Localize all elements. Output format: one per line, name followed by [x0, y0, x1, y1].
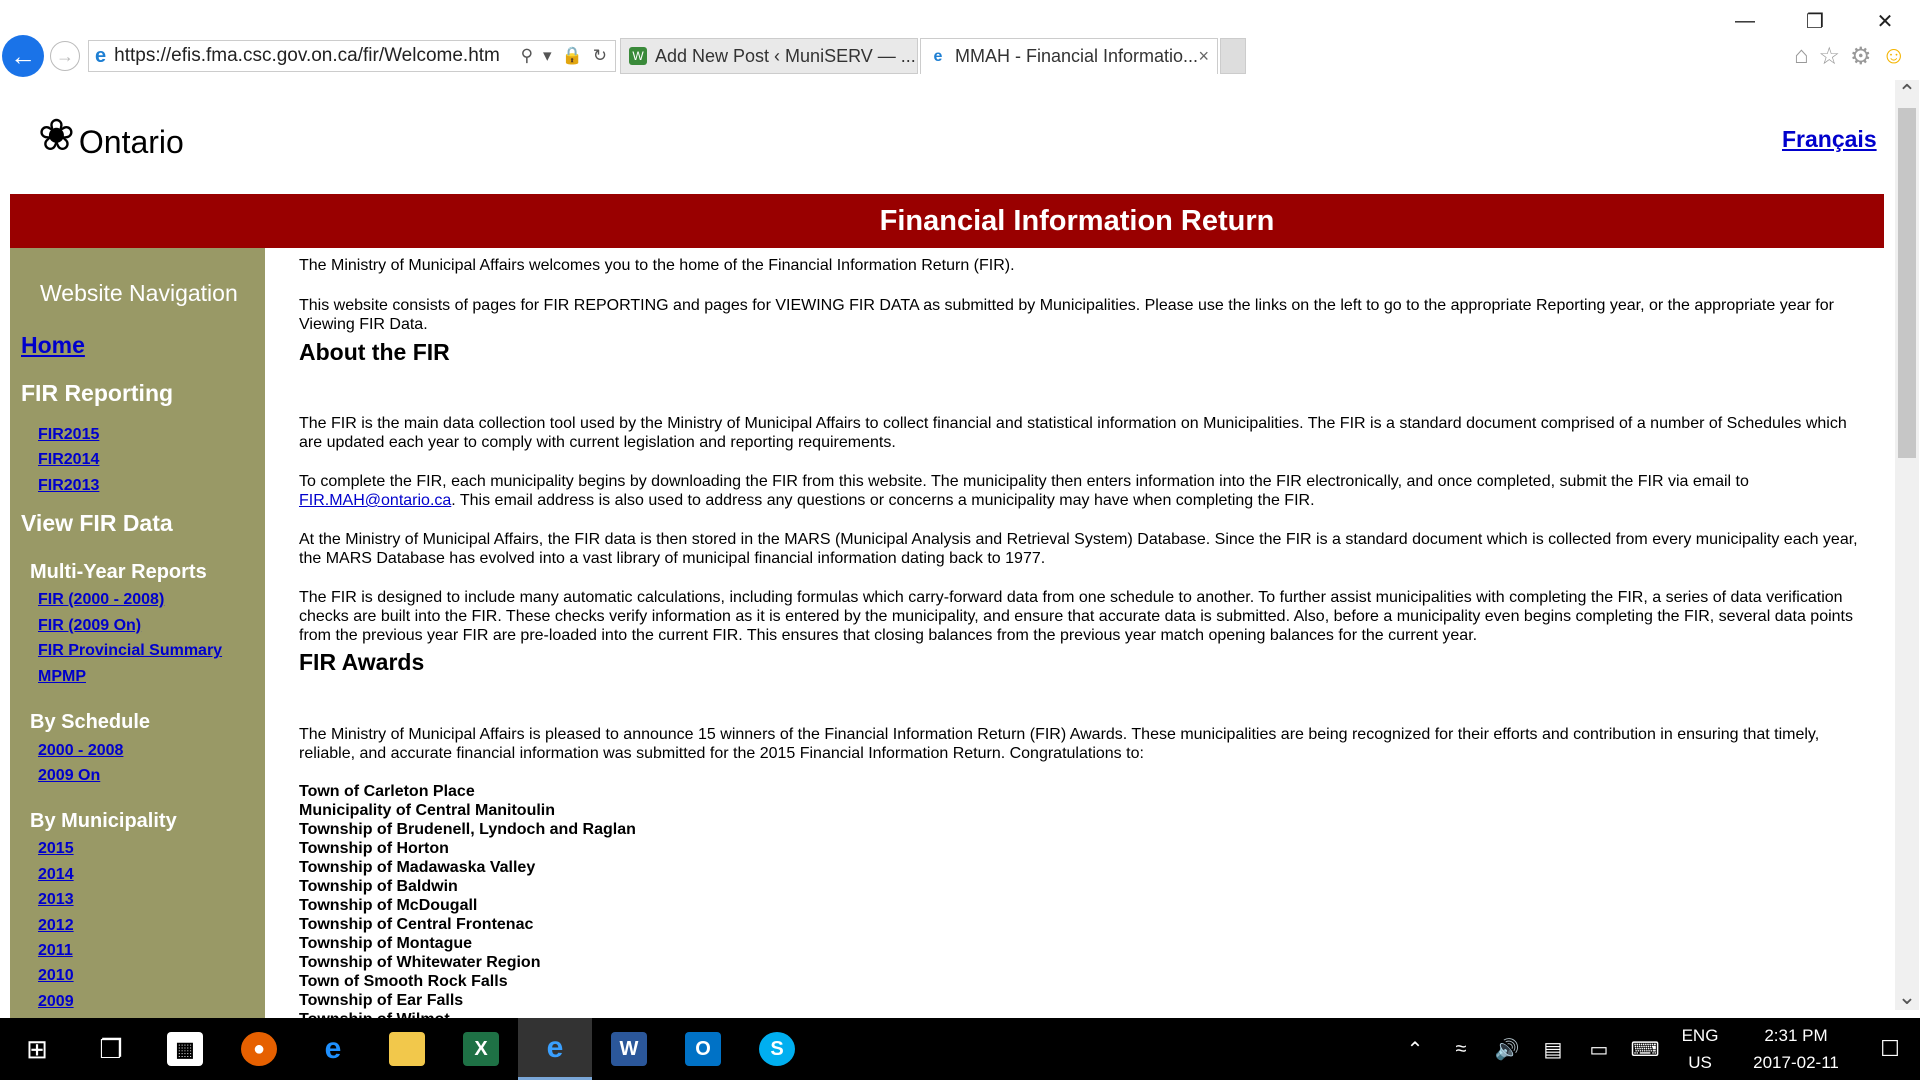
- search-icon[interactable]: ⚲: [520, 46, 534, 65]
- arrow-right-icon: →: [56, 45, 74, 66]
- taskbar-store[interactable]: [148, 1018, 222, 1080]
- about-heading: About the FIR: [299, 339, 450, 365]
- region-code: US: [1688, 1053, 1712, 1072]
- taskbar-word[interactable]: [592, 1018, 666, 1080]
- settings-gear-icon[interactable]: ⚙: [1849, 43, 1872, 70]
- about-paragraph-2: [299, 472, 1869, 510]
- scroll-down-icon[interactable]: ⌄: [1897, 984, 1917, 1009]
- about-paragraph-1: The FIR is the main data collection tool used by the Ministry of Municipal Affairs to collect financial and statistical information on Municipalities. The FIR is a standard document comprised of a number of Schedules which are updated each year to comply with current legislation and reporting requirements.: [299, 415, 1847, 451]
- favorites-star-icon[interactable]: ☆: [1818, 43, 1840, 70]
- page-banner: [10, 194, 1884, 248]
- wifi-icon[interactable]: ≈: [1455, 1037, 1467, 1060]
- list-item: Township of Brudenell, Lyndoch and Raglan: [299, 821, 636, 838]
- tab-add-new-post[interactable]: [620, 38, 918, 74]
- restore-button[interactable]: ❐: [1806, 10, 1824, 33]
- taskbar-excel[interactable]: [444, 1018, 518, 1080]
- sidebar-home-link[interactable]: Home: [21, 332, 85, 358]
- close-tab-icon[interactable]: ×: [1198, 46, 1209, 66]
- address-bar[interactable]: [88, 40, 616, 72]
- dropdown-icon[interactable]: ▾: [543, 46, 552, 65]
- vertical-scrollbar[interactable]: [1895, 80, 1919, 1010]
- tablet-mode-icon[interactable]: ▤: [1543, 1038, 1563, 1061]
- scrollbar-thumb[interactable]: [1898, 108, 1916, 458]
- taskbar-firefox[interactable]: [222, 1018, 296, 1080]
- winners-list: [299, 782, 636, 1029]
- list-item: Township of Ear Falls: [299, 992, 464, 1009]
- taskbar-file-explorer[interactable]: [370, 1018, 444, 1080]
- link-fir2014[interactable]: FIR2014: [38, 451, 100, 468]
- email-link[interactable]: FIR.MAH@ontario.ca: [299, 492, 452, 509]
- link-municipality-2013[interactable]: 2013: [38, 891, 74, 908]
- intro-paragraph: The Ministry of Municipal Affairs welcomes you to the home of the Financial Information Return (FIR).: [299, 257, 1015, 274]
- notification-center-icon[interactable]: ☐: [1880, 1036, 1900, 1061]
- view-fir-data-heading: View FIR Data: [21, 510, 173, 536]
- url-text[interactable]: https://efis.fma.csc.gov.on.ca/fir/Welcome.htm: [114, 45, 500, 66]
- logo-text: Ontario: [78, 124, 184, 160]
- firefox-icon: ●: [241, 1032, 277, 1066]
- wordpress-icon: W: [629, 47, 647, 65]
- folder-icon: [389, 1032, 425, 1066]
- link-municipality-2015[interactable]: 2015: [38, 840, 74, 857]
- scroll-up-icon[interactable]: ⌃: [1897, 80, 1917, 105]
- forward-button[interactable]: [50, 41, 80, 71]
- language-code: ENG: [1681, 1026, 1719, 1045]
- task-view-icon: ❐: [99, 1033, 123, 1064]
- close-window-button[interactable]: ✕: [1876, 10, 1894, 33]
- link-mpmp[interactable]: MPMP: [38, 668, 86, 685]
- tab-label: MMAH - Financial Informatio...: [955, 46, 1199, 66]
- task-view-button[interactable]: [74, 1018, 148, 1080]
- by-schedule-heading: By Schedule: [30, 711, 151, 733]
- multi-year-heading: Multi-Year Reports: [30, 561, 207, 583]
- store-icon: ▦: [167, 1032, 203, 1066]
- sidebar-navigation: [10, 248, 265, 1028]
- about2-text-after: . This email address is also used to address any questions or concerns a municipality may have when completing the FIR.: [451, 492, 1315, 509]
- tab-mmah-fir[interactable]: [920, 38, 1218, 74]
- link-municipality-2014[interactable]: 2014: [38, 866, 74, 883]
- list-item: Township of Montague: [299, 935, 473, 952]
- taskbar-skype[interactable]: [740, 1018, 814, 1080]
- list-item: Township of McDougall: [299, 897, 478, 914]
- browser-tools: [1794, 42, 1906, 71]
- feedback-smiley-icon[interactable]: ☺: [1881, 42, 1906, 69]
- francais-link[interactable]: Français: [1782, 126, 1877, 152]
- link-fir2015[interactable]: FIR2015: [38, 426, 100, 443]
- excel-icon: X: [463, 1032, 499, 1066]
- link-fir-2009-on[interactable]: FIR (2009 On): [38, 617, 142, 634]
- link-municipality-2012[interactable]: 2012: [38, 917, 74, 934]
- edge-icon: e: [324, 1032, 342, 1065]
- ontario-logo[interactable]: [38, 111, 184, 160]
- link-municipality-2010[interactable]: 2010: [38, 967, 74, 984]
- system-tray: [1392, 1018, 1920, 1080]
- battery-icon[interactable]: ▭: [1589, 1038, 1609, 1061]
- list-item: Town of Smooth Rock Falls: [299, 973, 508, 990]
- list-item: Municipality of Central Manitoulin: [299, 802, 555, 819]
- refresh-icon[interactable]: ↻: [592, 46, 607, 65]
- sidebar-title: Website Navigation: [40, 280, 238, 306]
- windows-logo-icon: ⊞: [26, 1033, 48, 1064]
- list-item: Township of Horton: [299, 840, 449, 857]
- window-controls: [1710, 0, 1920, 42]
- arrow-left-icon: ←: [10, 40, 36, 71]
- browser-chrome: [0, 0, 1920, 78]
- home-icon[interactable]: ⌂: [1793, 42, 1809, 69]
- web-page: [0, 80, 1895, 1018]
- link-fir-provincial-summary[interactable]: FIR Provincial Summary: [38, 642, 223, 659]
- list-item: Township of Central Frontenac: [299, 916, 534, 933]
- taskbar-edge[interactable]: [296, 1018, 370, 1080]
- language-indicator[interactable]: [1668, 1022, 1732, 1076]
- taskbar-internet-explorer[interactable]: [518, 1018, 592, 1080]
- show-hidden-icons-icon[interactable]: ⌃: [1406, 1038, 1424, 1061]
- link-fir2013[interactable]: FIR2013: [38, 477, 100, 494]
- skype-icon: S: [759, 1032, 795, 1066]
- trillium-icon: ❀: [38, 111, 75, 160]
- volume-icon[interactable]: 🔊: [1494, 1038, 1520, 1061]
- taskbar-outlook[interactable]: [666, 1018, 740, 1080]
- ie-icon: e: [929, 48, 947, 66]
- about-paragraph-3: At the Ministry of Municipal Affairs, the FIR data is then stored in the MARS (Municipal Analysis and Retrieval System) Database. Since the FIR is a standard document which is collected from every municipality each year, the MARS Database has evolved into a vast library of municipal financial information dating back to 1977.: [299, 531, 1858, 567]
- outlook-icon: O: [685, 1032, 721, 1066]
- link-municipality-2009[interactable]: 2009: [38, 993, 74, 1010]
- by-municipality-heading: By Municipality: [30, 810, 177, 832]
- awards-heading: FIR Awards: [299, 649, 425, 675]
- fir-reporting-heading: FIR Reporting: [21, 380, 174, 406]
- link-municipality-2011[interactable]: 2011: [38, 942, 73, 959]
- list-item: Township of Baldwin: [299, 878, 458, 895]
- internet-explorer-icon: e: [546, 1030, 564, 1064]
- tab-label: Add New Post ‹ MuniSERV — ...: [655, 45, 916, 66]
- clock-time: 2:31 PM: [1764, 1026, 1828, 1045]
- list-item: Town of Carleton Place: [299, 783, 475, 800]
- ie-page-icon: e: [95, 44, 107, 67]
- clock-date: 2017-02-11: [1753, 1053, 1839, 1072]
- lock-icon[interactable]: 🔒: [561, 46, 583, 65]
- list-item: Township of Madawaska Valley: [299, 859, 536, 876]
- awards-paragraph: The Ministry of Municipal Affairs is pleased to announce 15 winners of the Financial Information Return (FIR) Awards. These municipalities are being recognized for their efforts and contribution in ensuring that timely, reliable, and accurate financial information was submitted for the 2015 Financial Information Return. Congratulations to:: [299, 726, 1820, 762]
- list-item: Township of Whitewater Region: [299, 954, 541, 971]
- about-paragraph-4: The FIR is designed to include many automatic calculations, including formulas which carry-forward data from one schedule to another. To further assist municipalities with completing the FIR, a series of data verification checks are built into the FIR. These checks verify information as it is entered by the municipality, and ensure that accurate data is submitted. Also, before a municipality even begins completing the FIR, several data points from the previous year FIR are pre-loaded into the current FIR. This ensures that closing balances from the previous year match opening balances for the current year.: [299, 589, 1853, 644]
- word-icon: W: [611, 1032, 647, 1066]
- back-button[interactable]: [2, 35, 44, 77]
- intro-paragraph-2: This website consists of pages for FIR REPORTING and pages for VIEWING FIR DATA as submitted by Municipalities. Please use the links on the left to go to the appropriate Reporting year, or the appropriate year for Viewing FIR Data.: [299, 297, 1834, 333]
- link-schedule-2009-on[interactable]: 2009 On: [38, 767, 101, 784]
- clock[interactable]: [1732, 1022, 1860, 1076]
- link-fir-2000-2008[interactable]: FIR (2000 - 2008): [38, 591, 165, 608]
- about2-text-before: To complete the FIR, each municipality begins by downloading the FIR from this website. The municipality then enters information into the FIR electronically, and once completed, submit the FIR via email to: [299, 473, 1749, 490]
- keyboard-icon[interactable]: ⌨: [1630, 1038, 1660, 1061]
- windows-taskbar: [0, 1018, 1920, 1080]
- page-title: Financial Information Return: [879, 204, 1275, 237]
- minimize-button[interactable]: —: [1735, 9, 1755, 32]
- link-schedule-2000-2008[interactable]: 2000 - 2008: [38, 742, 124, 759]
- start-button[interactable]: [0, 1018, 74, 1080]
- new-tab-button[interactable]: [1220, 38, 1246, 74]
